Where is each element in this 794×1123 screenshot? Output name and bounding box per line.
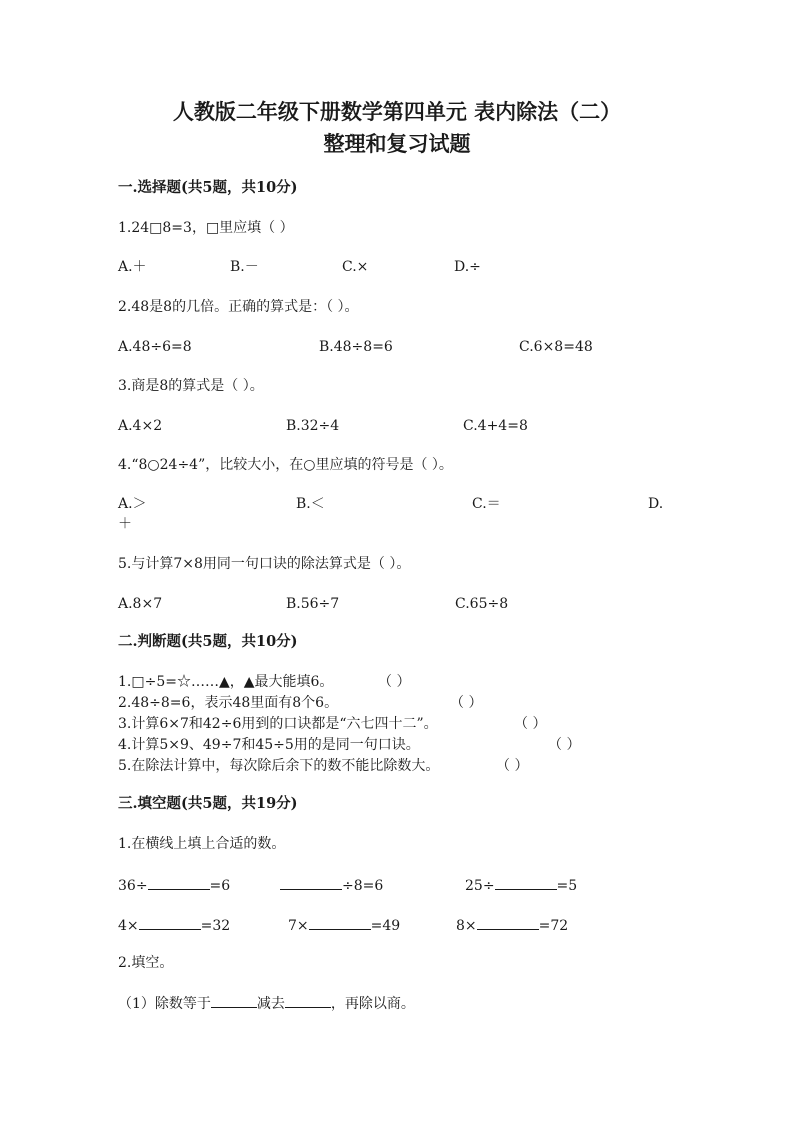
sub-question-part: （1）除数等于 xyxy=(118,996,211,1012)
page-title: 人教版二年级下册数学第四单元 表内除法（二） xyxy=(172,99,622,124)
judge-item-text: 3.计算6×7和42÷6用到的口诀都是“六七四十二”。 xyxy=(118,716,438,732)
answer-blank[interactable] xyxy=(211,993,257,1008)
option-d: D. xyxy=(648,496,664,512)
option-c: C.4+4=8 xyxy=(463,418,528,434)
fill-sub-question xyxy=(118,993,415,1013)
judge-item-text: 1.□÷5=☆……▲，▲最大能填6。 xyxy=(118,674,334,690)
option-d: D.÷ xyxy=(454,259,481,275)
fill-equation xyxy=(280,875,383,895)
fill-equation xyxy=(456,915,568,935)
sub-question-part: 减去 xyxy=(256,996,285,1012)
option-a: A.4×2 xyxy=(118,418,163,434)
option-c: C.× xyxy=(342,259,369,275)
equation-prefix: 25÷ xyxy=(465,878,495,894)
answer-blank[interactable] xyxy=(280,875,342,890)
option-a: A.＞ xyxy=(118,496,147,512)
option-a: A.＋ xyxy=(118,259,147,275)
fill-equation xyxy=(288,915,400,935)
fill-equation xyxy=(118,875,230,895)
option-b: B.32÷4 xyxy=(286,418,340,434)
judge-item-bracket: （ ） xyxy=(450,695,483,711)
answer-blank[interactable] xyxy=(495,875,557,890)
page-subtitle: 整理和复习试题 xyxy=(323,131,471,156)
answer-blank[interactable] xyxy=(309,915,371,930)
judge-item-bracket: （ ） xyxy=(548,737,581,753)
fill-equation xyxy=(465,875,577,895)
option-a: A.48÷6=8 xyxy=(118,339,192,355)
question-stem: 3.商是8的算式是（ ）。 xyxy=(118,378,264,394)
equation-suffix: =32 xyxy=(200,918,231,934)
option-d-symbol: ＋ xyxy=(118,516,132,532)
option-a: A.8×7 xyxy=(118,596,163,612)
answer-blank[interactable] xyxy=(285,993,331,1008)
answer-blank[interactable] xyxy=(477,915,539,930)
judge-item-text: 2.48÷8=6，表示48里面有8个6。 xyxy=(118,695,339,711)
sub-question-part: ，再除以商。 xyxy=(330,996,415,1012)
fill-equation xyxy=(118,915,230,935)
equation-prefix: 8× xyxy=(456,918,477,934)
option-b: B.－ xyxy=(230,259,259,275)
option-b: B.56÷7 xyxy=(286,596,340,612)
section-heading-fill: 三.填空题(共5题，共19分) xyxy=(118,795,298,812)
judge-item-bracket: （ ） xyxy=(378,674,411,690)
section-heading-choice: 一.选择题(共5题，共10分) xyxy=(118,179,298,196)
equation-suffix: =49 xyxy=(370,918,401,934)
question-stem: 1.在横线上填上合适的数。 xyxy=(118,836,286,852)
equation-suffix: ÷8=6 xyxy=(342,878,384,894)
option-c: C.6×8=48 xyxy=(519,339,593,355)
question-stem: 2.48是8的几倍。正确的算式是：（ ）。 xyxy=(118,299,359,315)
answer-blank[interactable] xyxy=(148,875,210,890)
question-stem: 2.填空。 xyxy=(118,955,174,971)
equation-suffix: =5 xyxy=(556,878,578,894)
section-heading-judge: 二.判断题(共5题，共10分) xyxy=(118,633,298,650)
answer-blank[interactable] xyxy=(139,915,201,930)
equation-prefix: 4× xyxy=(118,918,139,934)
option-b: B.48÷8=6 xyxy=(319,339,393,355)
question-stem: 4.“8○24÷4”，比较大小，在○里应填的符号是（ ）。 xyxy=(118,457,453,473)
equation-prefix: 36÷ xyxy=(118,878,148,894)
question-stem: 5.与计算7×8用同一句口诀的除法算式是（ ）。 xyxy=(118,556,411,572)
equation-suffix: =6 xyxy=(209,878,231,894)
option-c: C.＝ xyxy=(472,496,501,512)
judge-item-text: 4.计算5×9、49÷7和45÷5用的是同一句口诀。 xyxy=(118,737,420,753)
question-stem: 1.24□8=3，□里应填（ ） xyxy=(118,220,294,236)
judge-item-bracket: （ ） xyxy=(496,758,529,774)
equation-suffix: =72 xyxy=(538,918,569,934)
option-b: B.＜ xyxy=(296,496,325,512)
equation-prefix: 7× xyxy=(288,918,309,934)
judge-item-text: 5.在除法计算中，每次除后余下的数不能比除数大。 xyxy=(118,758,440,774)
judge-item-bracket: （ ） xyxy=(514,716,547,732)
option-c: C.65÷8 xyxy=(455,596,509,612)
